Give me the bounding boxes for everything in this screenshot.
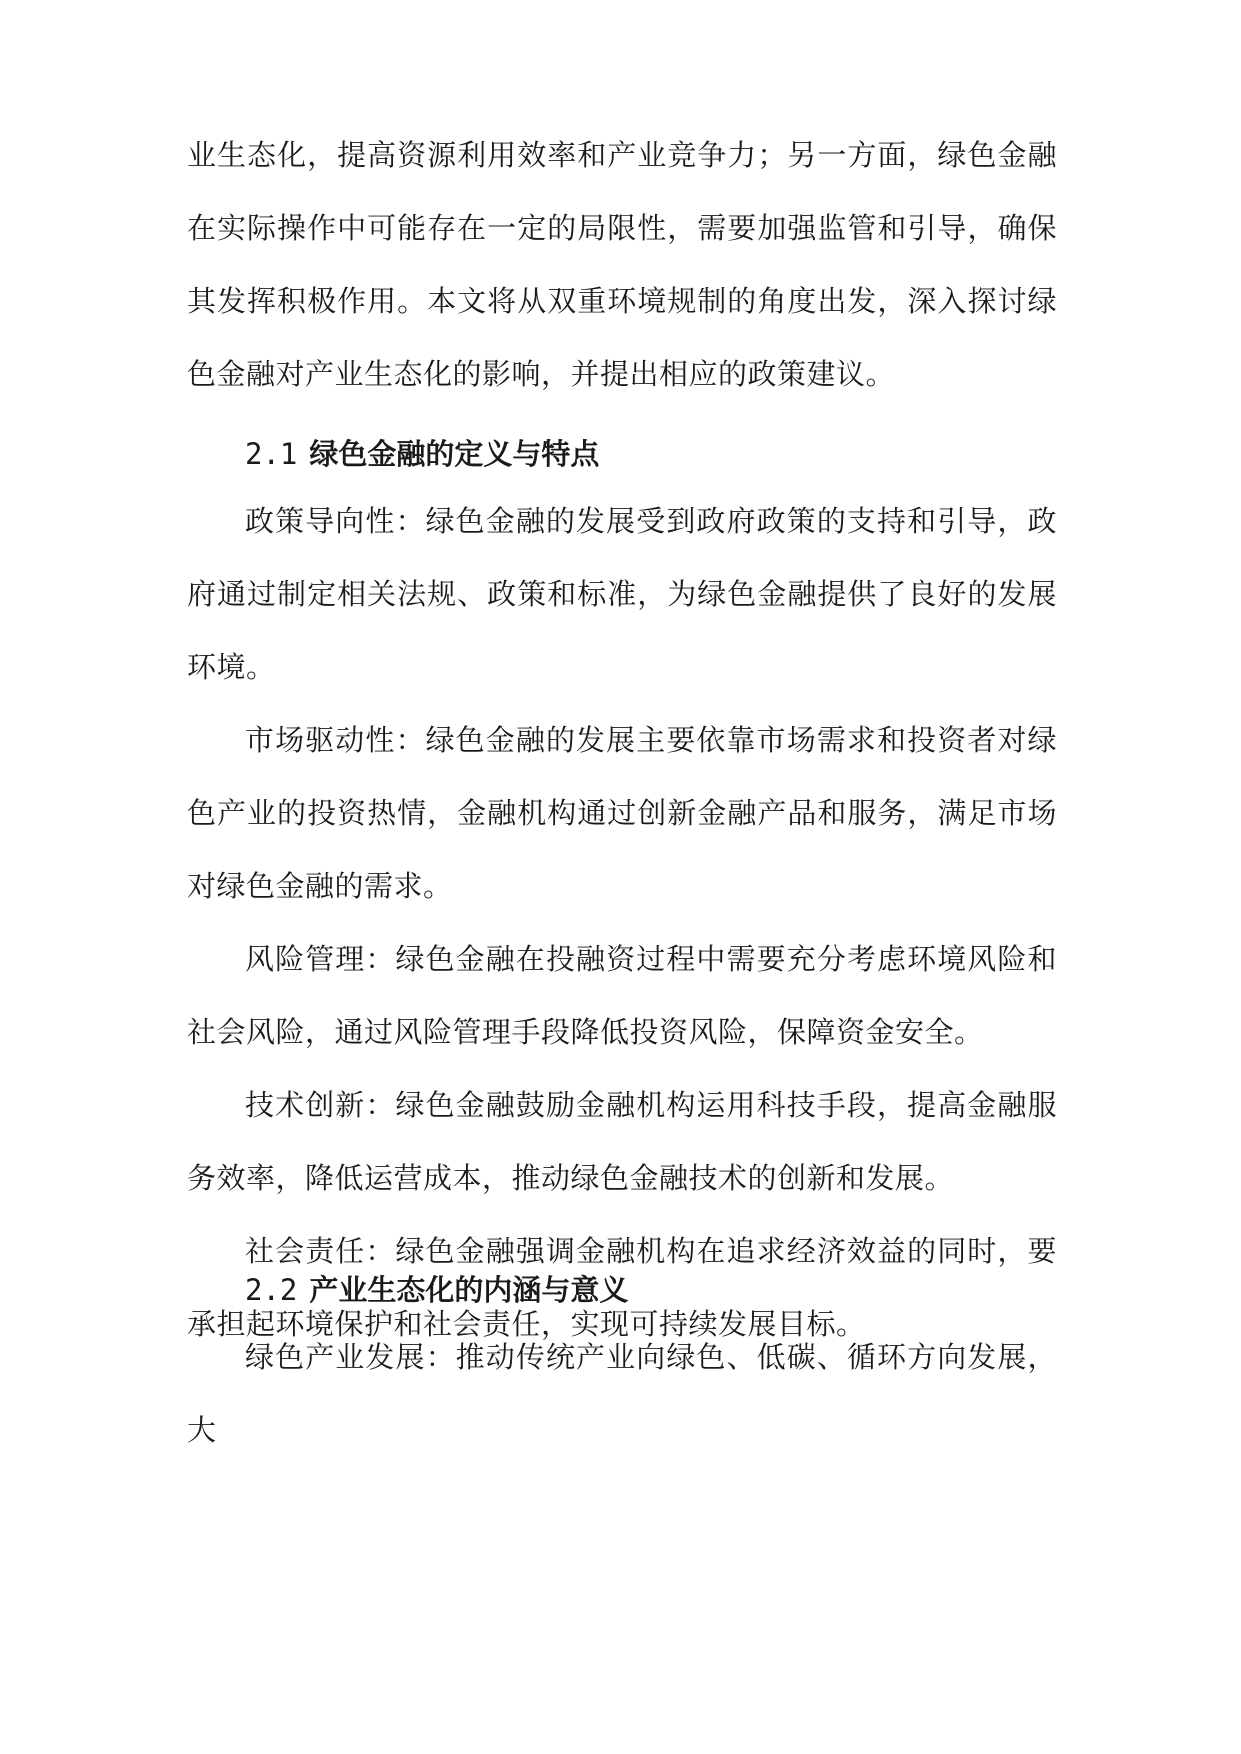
- section-heading: [187, 418, 1057, 491]
- body-paragraph: 社会责任：绿色金融强调金融机构在追求经济效益的同时，要承担起环境保护和社会责任，实现可持续发展目标。: [187, 1234, 1057, 1341]
- section-number: 2.1: [245, 437, 298, 471]
- section-title: 绿色金融的定义与特点: [309, 437, 600, 471]
- section-title: 产业生态化的内涵与意义: [309, 1273, 629, 1307]
- section-heading: [187, 1254, 1057, 1327]
- intro-paragraph: 业生态化，提高资源利用效率和产业竞争力；另一方面，绿色金融在实际操作中可能存在一定的局限性，需要加强监管和引导，确保其发挥积极作用。本文将从双重环境规制的角度出发，深入探讨绿色金融对产业生态化的影响，并提出相应的政策建议。: [187, 138, 1057, 391]
- body-paragraph: 技术创新：绿色金融鼓励金融机构运用科技手段，提高金融服务效率，降低运营成本，推动绿色金融技术的创新和发展。: [187, 1088, 1057, 1195]
- section-2-2-body: [187, 1321, 1057, 1467]
- section-number: 2.2: [245, 1273, 298, 1307]
- section-2-2-heading-block: [187, 1254, 1057, 1327]
- section-2-1-heading-block: [187, 418, 1057, 491]
- body-paragraph: 市场驱动性：绿色金融的发展主要依靠市场需求和投资者对绿色产业的投资热情，金融机构通过创新金融产品和服务，满足市场对绿色金融的需求。: [187, 723, 1057, 903]
- body-paragraph: 政策导向性：绿色金融的发展受到政府政策的支持和引导，政府通过制定相关法规、政策和标准，为绿色金融提供了良好的发展环境。: [187, 504, 1057, 684]
- body-paragraph: 绿色产业发展：推动传统产业向绿色、低碳、循环方向发展，大: [187, 1340, 1057, 1447]
- intro-block: [187, 119, 1057, 411]
- section-2-1-body: [187, 485, 1057, 1361]
- body-paragraph: 风险管理：绿色金融在投融资过程中需要充分考虑环境风险和社会风险，通过风险管理手段降低投资风险，保障资金安全。: [187, 942, 1057, 1049]
